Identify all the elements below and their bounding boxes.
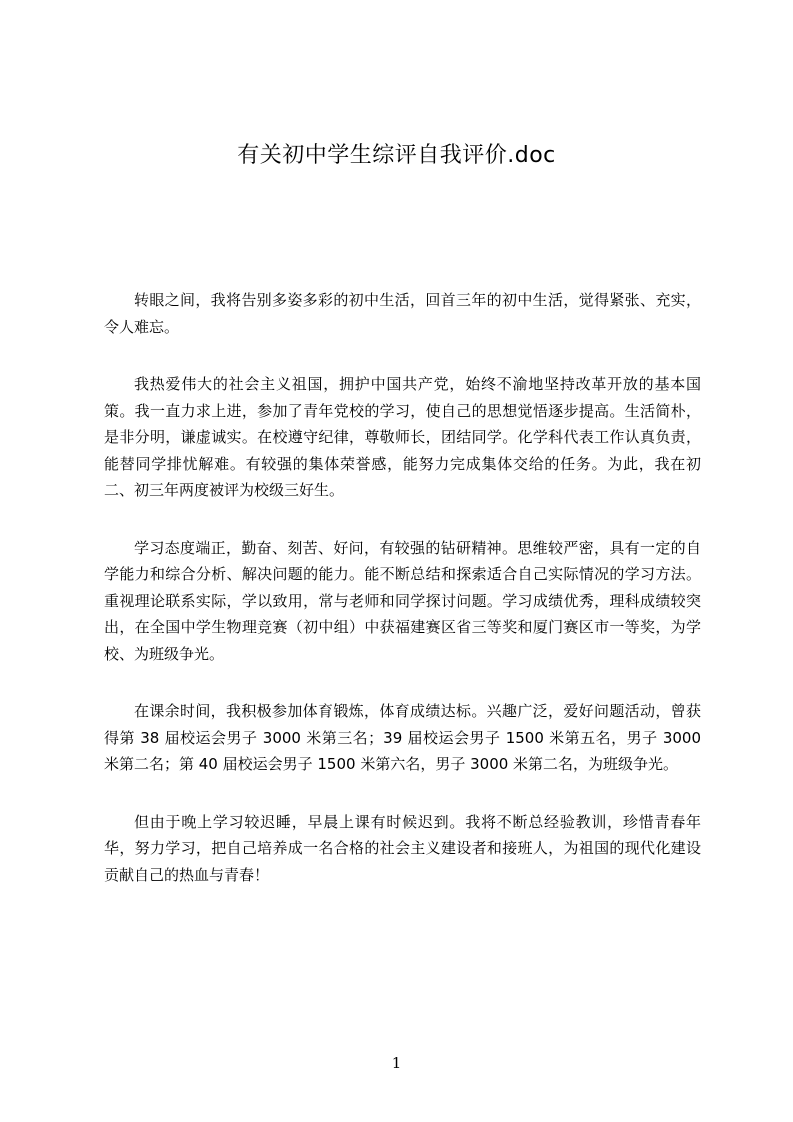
paragraph-5: 但由于晚上学习较迟睡，早晨上课有时候迟到。我将不断总经验教训，珍惜青春年华，努力学习，把自己培养成一名合格的社会主义建设者和接班人，为祖国的现代化建设贡献自己的热血与青春！	[104, 812, 701, 884]
paragraph-1: 转眼之间，我将告别多姿多彩的初中生活，回首三年的初中生活，觉得紧张、充实，令人难忘。	[104, 291, 701, 336]
document-body	[104, 287, 701, 919]
page-number: 1	[391, 1054, 402, 1072]
paragraph-2: 我热爱伟大的社会主义祖国，拥护中国共产党，始终不渝地坚持改革开放的基本国策。我一直力求上进，参加了青年党校的学习，使自己的思想觉悟逐步提高。生活简朴，是非分明，谦虚诚实。在校遵守纪律，尊敬师长，团结同学。化学科代表工作认真负责，能替同学排忧解难。有较强的集体荣誉感，能努力完成集体交给的任务。为此，我在初二、初三年两度被评为校级三好生。	[104, 375, 701, 499]
document-title: 有关初中学生综评自我评价.doc	[237, 143, 556, 168]
paragraph-4: 在课余时间，我积极参加体育锻炼，体育成绩达标。兴趣广泛，爱好问题活动，曾获得第 38 届校运会男子 3000 米第三名；39 届校运会男子 1500 米第五名，男子 3000 米第二名；第 40 届校运会男子 1500 米第六名，男子 3000 米第二名，为班级争光。	[104, 702, 701, 773]
paragraph-3: 学习态度端正，勤奋、刻苦、好问，有较强的钻研精神。思维较严密，具有一定的自学能力和综合分析、解决问题的能力。能不断总结和探索适合自己实际情况的学习方法。重视理论联系实际，学以致用，常与老师和同学探讨问题。学习成绩优秀，理科成绩较突出，在全国中学生物理竞赛（初中组）中获福建赛区省三等奖和厦门赛区市一等奖，为学校、为班级争光。	[104, 538, 701, 663]
